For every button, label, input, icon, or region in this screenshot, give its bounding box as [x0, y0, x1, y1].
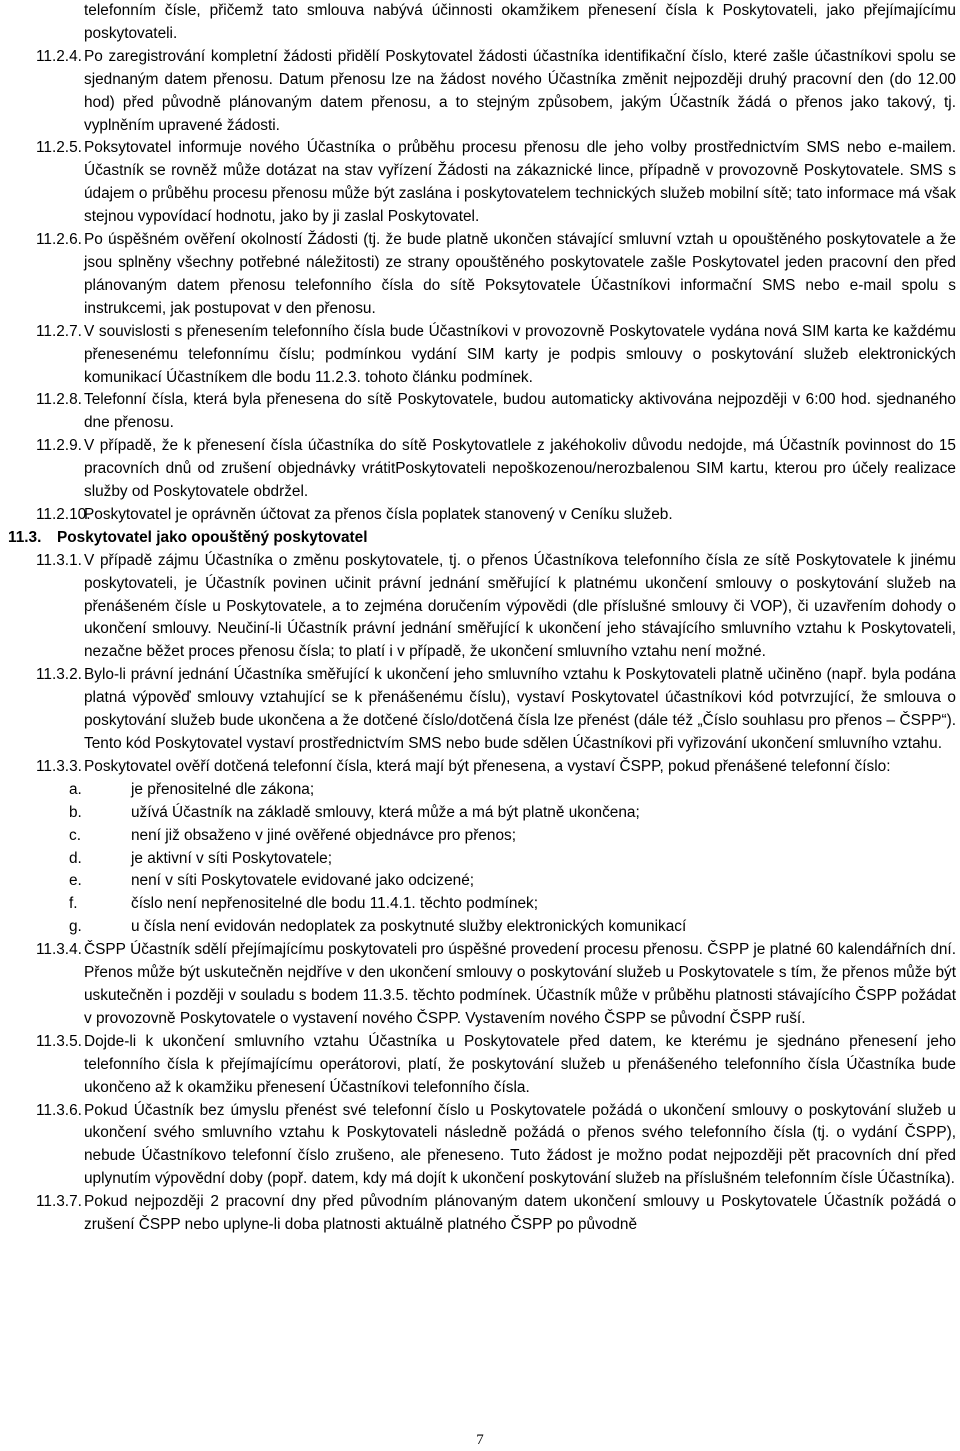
clause-paragraph-number: 11.3.3.	[36, 757, 82, 775]
list-item-number: d.	[69, 849, 82, 867]
clause-paragraph	[0, 939, 960, 1031]
list-item-number: c.	[69, 826, 81, 844]
list-item-number: a.	[69, 780, 82, 798]
list-item-text: u čísla není evidován nedoplatek za poskytnuté služby elektronických komunikací	[131, 918, 687, 936]
list-item	[0, 779, 960, 802]
list-item	[0, 825, 960, 848]
clause-paragraph-text: Pokud nejpozději 2 pracovní dny před původním plánovaným datem ukončení smlouvy u Poskytovatele Účastník požádá o zrušení ČSPP nebo uplyne-li doba platnosti aktuálně platného ČSPP po původně	[84, 1193, 956, 1234]
clause-paragraph-number: 11.3.2.	[36, 666, 82, 684]
section-heading	[0, 527, 960, 550]
list-item-number: g.	[69, 918, 82, 936]
clause-paragraph-text: Telefonní čísla, která byla přenesena do sítě Poskytovatele, budou automaticky aktivována nejpozději v 6:00 hod. sjednaného dne přenosu.	[84, 391, 956, 432]
clause-paragraph-number: 11.3.5.	[36, 1032, 82, 1050]
clause-paragraph-text: Pokud Účastník bez úmyslu přenést své telefonní číslo u Poskytovatele požádá o ukončení smlouvy o poskytování služeb u ukončení svého smluvního vztahu k Poskytovateli následně požádá o přenos svého telefonního čísla (tj. o vydání ČSPP), nebude Účastníkovo telefonní číslo zrušeno, ale přeneseno. Tuto žádost je možno podat nejpozději pět pracovních dní před uplynutím výpovědní doby (popř. datem, kdy má dojít k ukončení poskytování služeb na příslušném telefonním čísle Účastníka).	[84, 1101, 956, 1188]
clause-paragraph-number: 11.3.4.	[36, 941, 82, 959]
list-item-text: užívá Účastník na základě smlouvy, která může a má být platně ukončena;	[131, 803, 640, 821]
clause-paragraph-text: Poskytovatel je oprávněn účtovat za přenos čísla poplatek stanovený v Ceníku služeb.	[84, 505, 673, 523]
clause-paragraph	[0, 1191, 960, 1237]
clauses-11-2	[0, 46, 960, 527]
clause-paragraph-text: Po zaregistrování kompletní žádosti přidělí Poskytovatel žádosti účastníka identifikační číslo, které zašle účastníkovi spolu se sjednaným datem přenosu. Datum přenosu lze na žádost nového Účastníka změnit nejpozději druhý pracovní den (do 12.00 hod) před původně plánovaným datem přenosu, a to stejným způsobem, jakým Účastník žádá o přenos jako takový, tj. vyplněním upravené žádosti.	[84, 47, 956, 134]
clause-paragraph	[0, 504, 960, 527]
clause-paragraph-text: Poksytovatel informuje nového Účastníka o průběhu procesu přenosu dle jeho volby prostřednictvím SMS nebo e-mailem. Účastník se rovněž může dotázat na stav vyřízení Žádosti na zákaznické lince, případně v provozovně Poskytovatele. SMS s údajem o průběhu procesu přenosu může být zaslána i poskytovatelem technických služeb mobilní sítě; tato informace má však stejnou vypovídací hodnotu, jako by ji zaslal Poskytovatel.	[84, 139, 956, 226]
clause-paragraph	[0, 756, 960, 779]
intro-text: telefonním čísle, přičemž tato smlouva nabývá účinnosti okamžikem přenesení čísla k Poskytovateli, jako přejímajícímu poskytovateli.	[84, 2, 956, 42]
clause-paragraph-text: V případě zájmu Účastníka o změnu poskytovatele, tj. o přenos Účastníkova telefonního čísla ze sítě Poskytovatele k jinému poskytovateli, je Účastník povinen učinit právní jednání směřující k platnému ukončení smlouvy o poskytování služeb na přenášeném čísle u Poskytovatele, a to zejména doručením výpovědi (dle příslušné smlouvy či VOP), či uzavřením dohody o ukončení smlouvy. Neučiní-li Účastník právní jednání směřující k ukončení jeho stávajícího smluvního vztahu k Poskytovateli, nezačne běžet proces přenosu čísla; to platí i v případě, že ukončení smluvního vztahu není možné.	[84, 551, 956, 661]
clause-paragraph-text: Dojde-li k ukončení smluvního vztahu Účastníka u Poskytovatele před datem, ke kterému je sjednáno přenesení jeho telefonního čísla k přejímajícímu operátorovi, platí, že poskytování služeb u přenášeného telefonního čísla Účastníka bude ukončeno až k okamžiku přenesení Účastníkovi telefonního čísla.	[84, 1032, 956, 1096]
list-item-text: je aktivní v síti Poskytovatele;	[131, 849, 333, 867]
clause-paragraph	[0, 435, 960, 504]
list-item-number: e.	[69, 872, 82, 890]
item-list	[0, 779, 960, 939]
clause-paragraph-number: 11.3.6.	[36, 1101, 82, 1119]
clause-paragraph-text: V souvislosti s přenesením telefonního čísla bude Účastníkovi v provozovně Poskytovatele vydána nová SIM karta ke každému přenesenému telefonnímu číslu; podmínkou vydání SIM karty je podpis smlouvy o poskytování služeb elektronických komunikací Účastníkem dle bodu 11.2.3. tohoto článku podmínek.	[84, 322, 956, 386]
list-item-text: není v síti Poskytovatele evidované jako odcizené;	[131, 872, 475, 890]
clause-paragraph-text: ČSPP Účastník sdělí přejímajícímu poskytovateli pro úspěšné provedení procesu přenosu. ČSPP je platné 60 kalendářních dní. Přenos může být uskutečněn nejdříve v den ukončení smlouvy o poskytování služeb u Poskytovatele s tím, že přenos může být uskutečněn i později v souladu s bodem 11.3.5. těchto podmínek. Účastník může v průběhu platnosti stávajícího ČSPP požádat v provozovně Poskytovatele o vystavení nového ČSPP. Vystavením nového ČSPP se původní ČSPP ruší.	[84, 941, 956, 1027]
clause-paragraph-number: 11.2.9.	[36, 437, 82, 455]
list-item	[0, 893, 960, 916]
clause-paragraph-text: Bylo-li právní jednání Účastníka směřující k ukončení jeho smluvního vztahu k Poskytovateli platně učiněno (např. byla podána platná výpověď smlouvy vztahující se k přenášenému číslu), vystaví Poskytovatel účastníkovi kód potvrzující, že smlouva o poskytování služeb bude ukončena a že dotčené číslo/dotčená čísla lze přenést (dále též „Číslo souhlasu pro přenos – ČSPP“). Tento kód Poskytovatel vystaví prostřednictvím SMS nebo bude sdělen Účastníkovi při vyřizování ukončení smluvního vztahu.	[84, 666, 956, 752]
clause-paragraph	[0, 229, 960, 321]
clause-paragraph	[0, 137, 960, 229]
section-heading-number: 11.3.	[8, 528, 42, 546]
list-item	[0, 916, 960, 939]
clause-paragraph-number: 11.2.8.	[36, 391, 82, 409]
clause-paragraph-number: 11.3.1.	[36, 551, 82, 569]
list-item-number: f.	[69, 895, 78, 913]
clause-paragraph-number: 11.3.7.	[36, 1193, 82, 1211]
clauses-11-3-b	[0, 939, 960, 1237]
clause-paragraph	[0, 550, 960, 665]
list-item-number: b.	[69, 803, 82, 821]
clause-paragraph	[0, 46, 960, 138]
clause-paragraph-number: 11.2.7.	[36, 322, 82, 340]
list-item-text: není již obsaženo v jiné ověřené objednávce pro přenos;	[131, 826, 517, 844]
list-item	[0, 870, 960, 893]
clause-paragraph-number: 11.2.4.	[36, 47, 82, 65]
section-heading-text: Poskytovatel jako opouštěný poskytovatel	[57, 528, 368, 546]
clause-paragraph	[0, 1031, 960, 1100]
clause-paragraph	[0, 1100, 960, 1192]
list-item-text: číslo není nepřenositelné dle bodu 11.4.1. těchto podmínek;	[131, 895, 538, 913]
clause-paragraph-text: V případě, že k přenesení čísla účastníka do sítě Poskytovatlele z jakéhokoliv důvodu nedojde, má Účastník povinnost do 15 pracovních dnů od zrušení objednávky vrátitPoskytovateli nepoškozenou/nerozbalenou SIM kartu, kterou pro účely realizace služby od Poskytovatele obdržel.	[84, 437, 956, 501]
clause-paragraph	[0, 664, 960, 756]
clause-paragraph-text: Po úspěšném ověření okolností Žádosti (tj. že bude platně ukončen stávající smluvní vztah u opouštěného poskytovatele a že jsou splněny všechny potřebné náležitosti) ze strany opouštěného poskytovatele zašle Poskytovatel jeden pracovní den před plánovaným datem přenosu telefonního čísla do sítě Poksytovatele Účastníkovi informační SMS nebo e-mail spolu s instrukcemi, jak postupovat v den přenosu.	[84, 231, 956, 317]
intro-paragraph	[0, 0, 960, 46]
page-number: 7	[476, 1432, 484, 1448]
clause-paragraph-text: Poskytovatel ověří dotčená telefonní čísla, která mají být přenesena, a vystaví ČSPP, pokud přenášené telefonní číslo:	[84, 757, 891, 775]
clauses-11-3-a	[0, 550, 960, 779]
clause-paragraph-number: 11.2.6.	[36, 231, 82, 249]
list-item	[0, 802, 960, 825]
clause-paragraph	[0, 321, 960, 390]
list-item	[0, 848, 960, 871]
clause-paragraph-number: 11.2.5.	[36, 139, 82, 157]
list-item-text: je přenositelné dle zákona;	[131, 780, 315, 798]
clause-paragraph-number: 11.2.10.	[36, 505, 91, 523]
clause-paragraph	[0, 389, 960, 435]
